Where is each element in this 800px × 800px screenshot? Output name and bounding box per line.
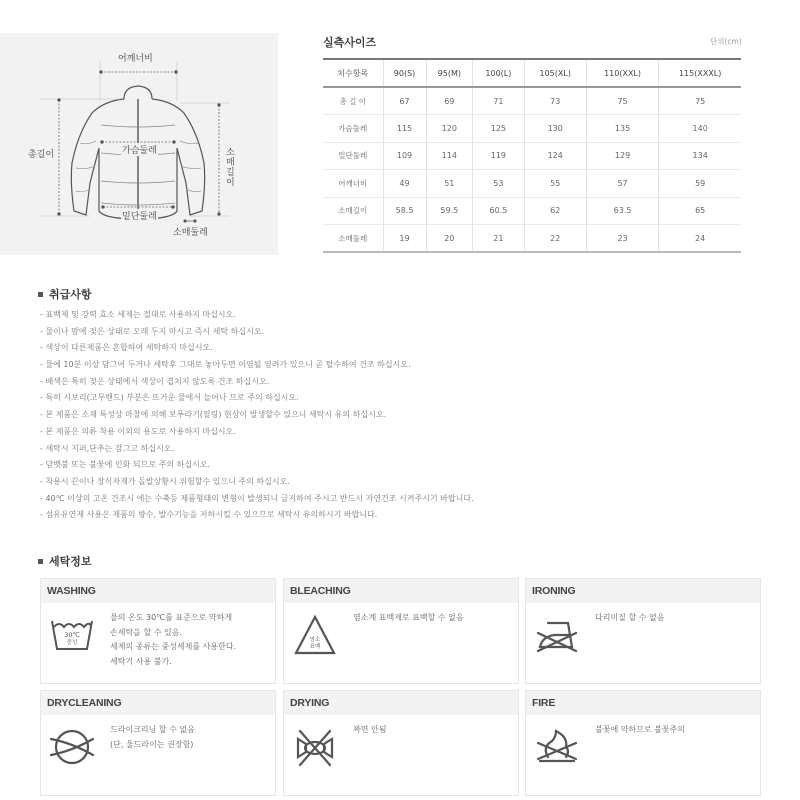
- card-text: [353, 611, 464, 626]
- list-item: - 섬유유연제 사용은 제품의 방수, 발수기능을 저하시킬 수 있으므로 세탁시 유의하시기 바랍니다.: [40, 507, 474, 524]
- table-row: [323, 142, 741, 170]
- label-hem: 밑단둘레: [121, 209, 158, 222]
- column-header: 110(XXL): [586, 59, 659, 87]
- svg-text:30℃: 30℃: [64, 631, 80, 639]
- table-row: [323, 197, 741, 225]
- table-cell: 140: [659, 115, 741, 143]
- size-table-title: 실측사이즈: [323, 36, 377, 49]
- table-row: [323, 170, 741, 198]
- table-cell: 109: [383, 142, 426, 170]
- table-cell: 130: [524, 115, 586, 143]
- table-cell: 65: [659, 197, 741, 225]
- care-title-text: 취급사항: [49, 288, 92, 301]
- table-cell: 24: [659, 225, 741, 253]
- no-wringing-icon: [292, 725, 338, 769]
- row-label: 가슴둘레: [323, 115, 383, 143]
- list-item: - 색상이 다른제품은 혼합하여 세탁하지 마십시오.: [40, 340, 474, 357]
- table-cell: 135: [586, 115, 659, 143]
- card-heading: BLEACHING: [284, 579, 518, 603]
- card-line: 불꽃에 약하므로 불꽃주의: [595, 725, 686, 734]
- table-cell: 51: [426, 170, 473, 198]
- no-drycleaning-icon: [49, 725, 95, 769]
- table-cell: 125: [473, 115, 525, 143]
- table-cell: 120: [426, 115, 473, 143]
- table-cell: 57: [586, 170, 659, 198]
- square-bullet-icon: [38, 292, 43, 297]
- hand-wash-30c-icon: [49, 613, 95, 657]
- table-cell: 114: [426, 142, 473, 170]
- row-label: 총 길 이: [323, 87, 383, 115]
- card-text: [110, 611, 236, 669]
- list-item: - 표백제 및 강력 효소 세제는 절대로 사용하지 마십시오.: [40, 307, 474, 324]
- table-cell: 129: [586, 142, 659, 170]
- row-label: 소매둘레: [323, 225, 383, 253]
- table-cell: 71: [473, 87, 525, 115]
- table-cell: 60.5: [473, 197, 525, 225]
- measurement-diagram: [0, 33, 278, 255]
- list-item: - 물이나 땀에 젖은 상태로 오래 두지 마시고 즉시 세탁 하십시오.: [40, 324, 474, 341]
- list-item: - 세탁시 지퍼,단추는 잠그고 하십시오.: [40, 441, 474, 458]
- table-cell: 75: [586, 87, 659, 115]
- no-ironing-icon: [534, 613, 580, 657]
- card-heading: IRONING: [526, 579, 760, 603]
- table-cell: 49: [383, 170, 426, 198]
- table-cell: 124: [524, 142, 586, 170]
- table-row: [323, 87, 741, 115]
- label-chest: 가슴둘레: [121, 143, 158, 156]
- table-cell: 119: [473, 142, 525, 170]
- table-cell: 53: [473, 170, 525, 198]
- card-line: 세제의 종류는 중성세제를 사용한다.: [110, 642, 237, 651]
- care-list: [40, 307, 474, 524]
- list-item: - 40℃ 이상의 고온 건조시 에는 수축등 제품형태의 변형이 발생되니 금지하여 주시고 반드시 자연건조 시켜주시기 바랍니다.: [40, 491, 474, 508]
- size-table: [323, 58, 741, 253]
- drycleaning-card: [40, 690, 276, 796]
- table-cell: 59: [659, 170, 741, 198]
- list-item: - 특히 시보리(고무밴드) 부분은 뜨거운 물에서 늘어나 므로 주의 하십시오.: [40, 390, 474, 407]
- row-label: 소매길이: [323, 197, 383, 225]
- square-bullet-icon: [38, 559, 43, 564]
- card-line: 짜면 안됨: [353, 725, 387, 734]
- label-total-length: 총길이: [28, 150, 55, 160]
- table-cell: 73: [524, 87, 586, 115]
- table-cell: 23: [586, 225, 659, 253]
- column-header: 115(XXXL): [659, 59, 741, 87]
- list-item: - 배색은 특히 젖은 상태에서 색상이 겹치지 않도록 건조 하십시오.: [40, 374, 474, 391]
- list-item: - 물에 10분 이상 담그어 두거나 세탁후 그대로 놓아두면 이염될 염려가 있으니 곧 탈수하여 건조 하십시오.: [40, 357, 474, 374]
- table-cell: 20: [426, 225, 473, 253]
- card-text: [595, 723, 685, 738]
- table-cell: 55: [524, 170, 586, 198]
- table-cell: 67: [383, 87, 426, 115]
- table-cell: 22: [524, 225, 586, 253]
- card-heading: DRYCLEANING: [41, 691, 275, 715]
- ironing-card: [525, 578, 761, 684]
- row-label: 어깨너비: [323, 170, 383, 198]
- drying-card: [283, 690, 519, 796]
- card-line: (단, 울드라이는 권장함): [110, 739, 194, 749]
- table-cell: 69: [426, 87, 473, 115]
- column-header: 100(L): [473, 59, 525, 87]
- column-header: 90(S): [383, 59, 426, 87]
- card-heading: WASHING: [41, 579, 275, 603]
- card-line: 물의 온도 30℃를 표준으로 약하게: [110, 613, 233, 622]
- fire-card: [525, 690, 761, 796]
- table-cell: 134: [659, 142, 741, 170]
- size-table-header: [323, 59, 741, 87]
- card-text: [353, 723, 386, 738]
- table-cell: 58.5: [383, 197, 426, 225]
- card-heading: DRYING: [284, 691, 518, 715]
- row-label: 밑단둘레: [323, 142, 383, 170]
- column-header: 105(XL): [524, 59, 586, 87]
- column-header: 95(M): [426, 59, 473, 87]
- table-row: [323, 115, 741, 143]
- card-line: 세탁기 사용 불가.: [110, 656, 172, 666]
- table-cell: 62: [524, 197, 586, 225]
- card-line: 다리미질 할 수 없음: [595, 613, 665, 622]
- table-cell: 75: [659, 87, 741, 115]
- table-cell: 115: [383, 115, 426, 143]
- wash-title-text: 세탁정보: [49, 555, 92, 568]
- list-item: - 본 제품은 소재 특성상 마찰에 의해 보푸라기(필링) 현상이 발생할수 있으니 세탁시 유의 하십시오.: [40, 407, 474, 424]
- list-item: - 본 제품은 의류 착용 이외의 용도로 사용하지 마십시오.: [40, 424, 474, 441]
- card-heading: FIRE: [526, 691, 760, 715]
- label-cuff: 소매둘레: [173, 228, 208, 238]
- care-section-title: [38, 286, 92, 302]
- table-cell: 59.5: [426, 197, 473, 225]
- svg-text:중성: 중성: [66, 640, 78, 646]
- size-unit: 단위(cm): [710, 37, 742, 46]
- svg-text:표백: 표백: [309, 644, 321, 650]
- list-item: - 담뱃불 또는 불꽃에 인화 되므로 주의 하십시오.: [40, 457, 474, 474]
- card-text: [595, 611, 664, 626]
- list-item: - 착용시 끈이나 장식자재가 돌발상황시 위험할수 있으니 주의 하십시오.: [40, 474, 474, 491]
- card-text: [110, 723, 195, 752]
- bleaching-card: [283, 578, 519, 684]
- card-line: 손세탁을 할 수 있음.: [110, 627, 182, 637]
- no-chlorine-bleach-icon: [292, 613, 338, 657]
- label-shoulder-width: 어깨너비: [118, 54, 153, 64]
- table-row: [323, 225, 741, 253]
- card-line: 염소계 표백제로 표백할 수 없음: [353, 613, 464, 622]
- svg-text:염소: 염소: [309, 637, 321, 643]
- column-header: 치수항목: [323, 59, 383, 87]
- wash-section-title: [38, 553, 92, 569]
- table-cell: 63.5: [586, 197, 659, 225]
- card-line: 드라이크리닝 할 수 없음: [110, 725, 195, 734]
- table-cell: 19: [383, 225, 426, 253]
- table-cell: 21: [473, 225, 525, 253]
- flammable-caution-icon: [534, 725, 580, 769]
- label-sleeve-length: 소매길이: [226, 148, 235, 188]
- washing-card: [40, 578, 276, 684]
